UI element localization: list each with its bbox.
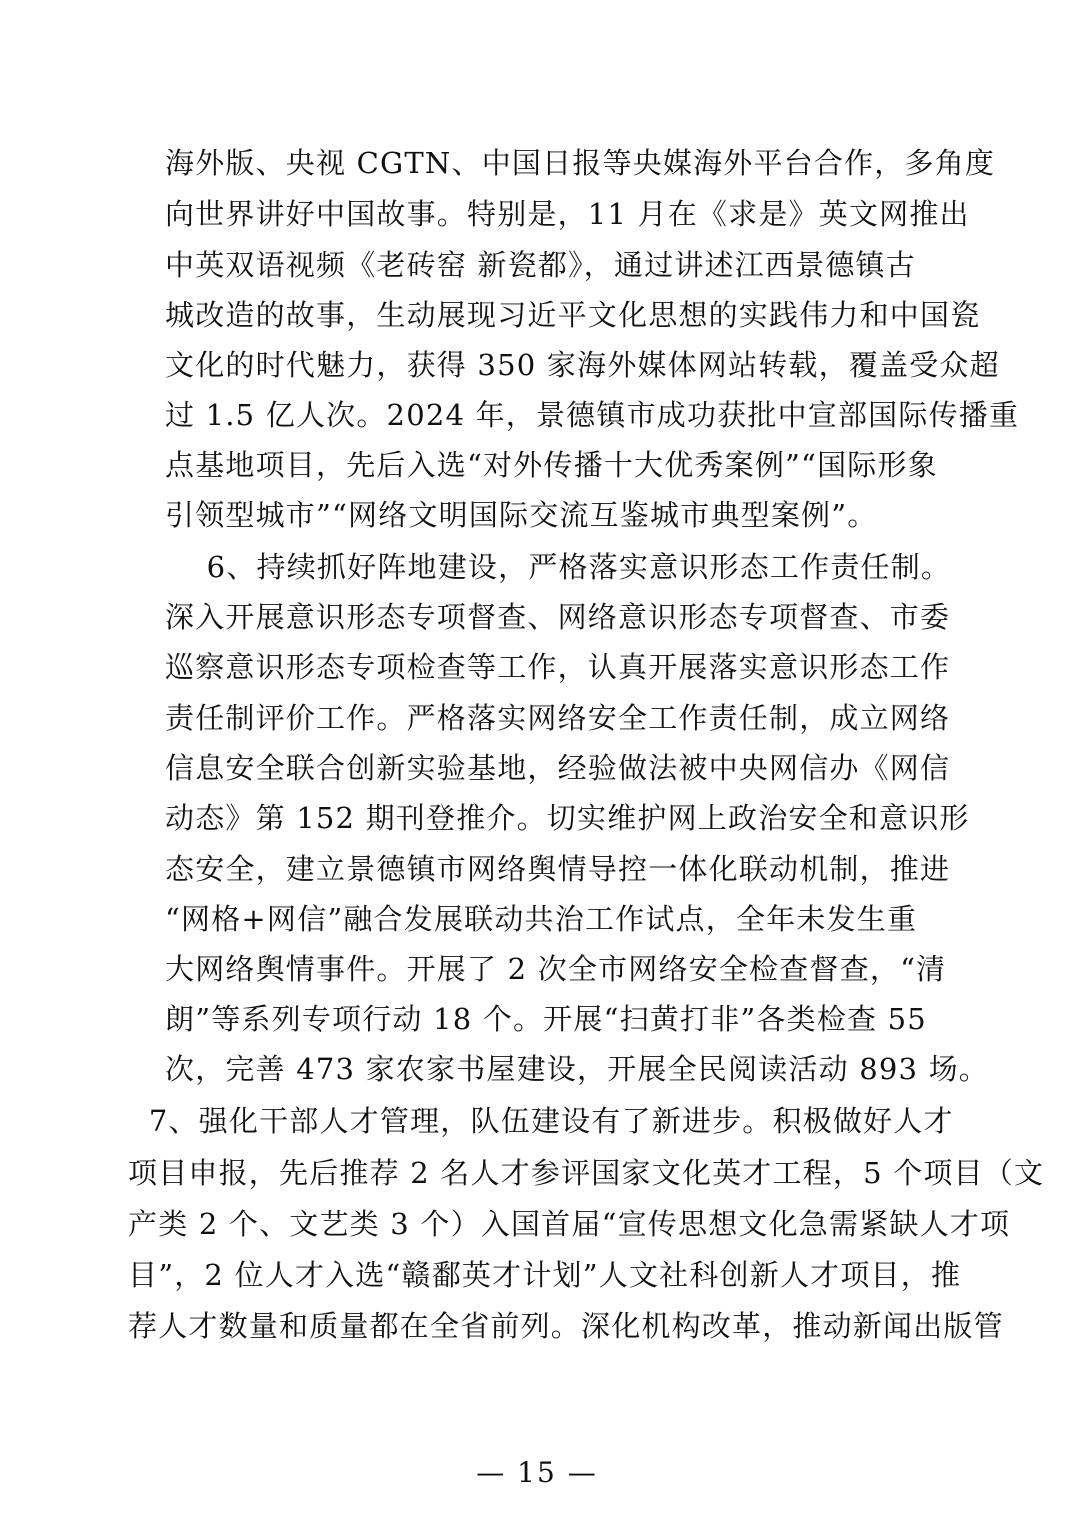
paragraph-heading-6: 6、持续抓好阵地建设，严格落实意识形态工作责任制。 bbox=[165, 550, 952, 584]
text-line: 产类 2 个、文艺类 3 个）入国首届“宣传思想文化急需紧缺人才项 bbox=[128, 1207, 1011, 1241]
text-line: 荐人才数量和质量都在全省前列。深化机构改革，推动新闻出版管 bbox=[128, 1309, 1004, 1343]
page-number: — 15 — bbox=[476, 1456, 598, 1489]
text-line: 巡察意识形态专项检查等工作，认真开展落实意识形态工作 bbox=[165, 650, 951, 684]
paragraph-heading-7: 7、强化干部人才管理，队伍建设有了新进步。积极做好人才 bbox=[128, 1104, 954, 1138]
text-line: 点基地项目，先后入选“对外传播十大优秀案例”“国际形象 bbox=[165, 448, 938, 482]
text-line: 项目申报，先后推荐 2 名人才参评国家文化英才工程，5 个项目（文 bbox=[128, 1156, 1045, 1190]
text-line: 信息安全联合创新实验基地，经验做法被中央网信办《网信 bbox=[165, 751, 951, 785]
text-line: 责任制评价工作。严格落实网络安全工作责任制，成立网络 bbox=[165, 701, 951, 735]
text-line: 动态》第 152 期刊登推介。切实维护网上政治安全和意识形 bbox=[165, 801, 970, 835]
text-line: 深入开展意识形态专项督查、网络意识形态专项督查、市委 bbox=[165, 600, 951, 634]
text-line: 次，完善 473 家农家书屋建设，开展全民阅读活动 893 场。 bbox=[165, 1052, 989, 1086]
text-line: 态安全，建立景德镇市网络舆情导控一体化联动机制，推进 bbox=[165, 852, 951, 886]
text-line: 大网络舆情事件。开展了 2 次全市网络安全检查督查，“清 bbox=[165, 952, 947, 986]
text-line: 文化的时代魅力，获得 350 家海外媒体网站转载，覆盖受众超 bbox=[165, 348, 1000, 382]
text-line: 过 1.5 亿人次。2024 年，景德镇市成功获批中宣部国际传播重 bbox=[165, 398, 1020, 432]
text-line: 引领型城市”“网络文明国际交流互鉴城市典型案例”。 bbox=[165, 498, 878, 532]
text-line: 海外版、央视 CGTN、中国日报等央媒海外平台合作，多角度 bbox=[165, 146, 996, 180]
text-line: 向世界讲好中国故事。特别是，11 月在《求是》英文网推出 bbox=[165, 197, 970, 231]
text-line: 中英双语视频《老砖窑 新瓷都》，通过讲述江西景德镇古 bbox=[165, 248, 916, 282]
text-line: 目”，2 位人才入选“赣鄱英才计划”人文社科创新人才项目，推 bbox=[128, 1258, 962, 1292]
text-line: 城改造的故事，生动展现习近平文化思想的实践伟力和中国瓷 bbox=[165, 298, 981, 332]
text-line: “网格+网信”融合发展联动共治工作试点，全年未发生重 bbox=[165, 902, 918, 936]
text-line: 朗”等系列专项行动 18 个。开展“扫黄打非”各类检查 55 bbox=[165, 1002, 927, 1036]
